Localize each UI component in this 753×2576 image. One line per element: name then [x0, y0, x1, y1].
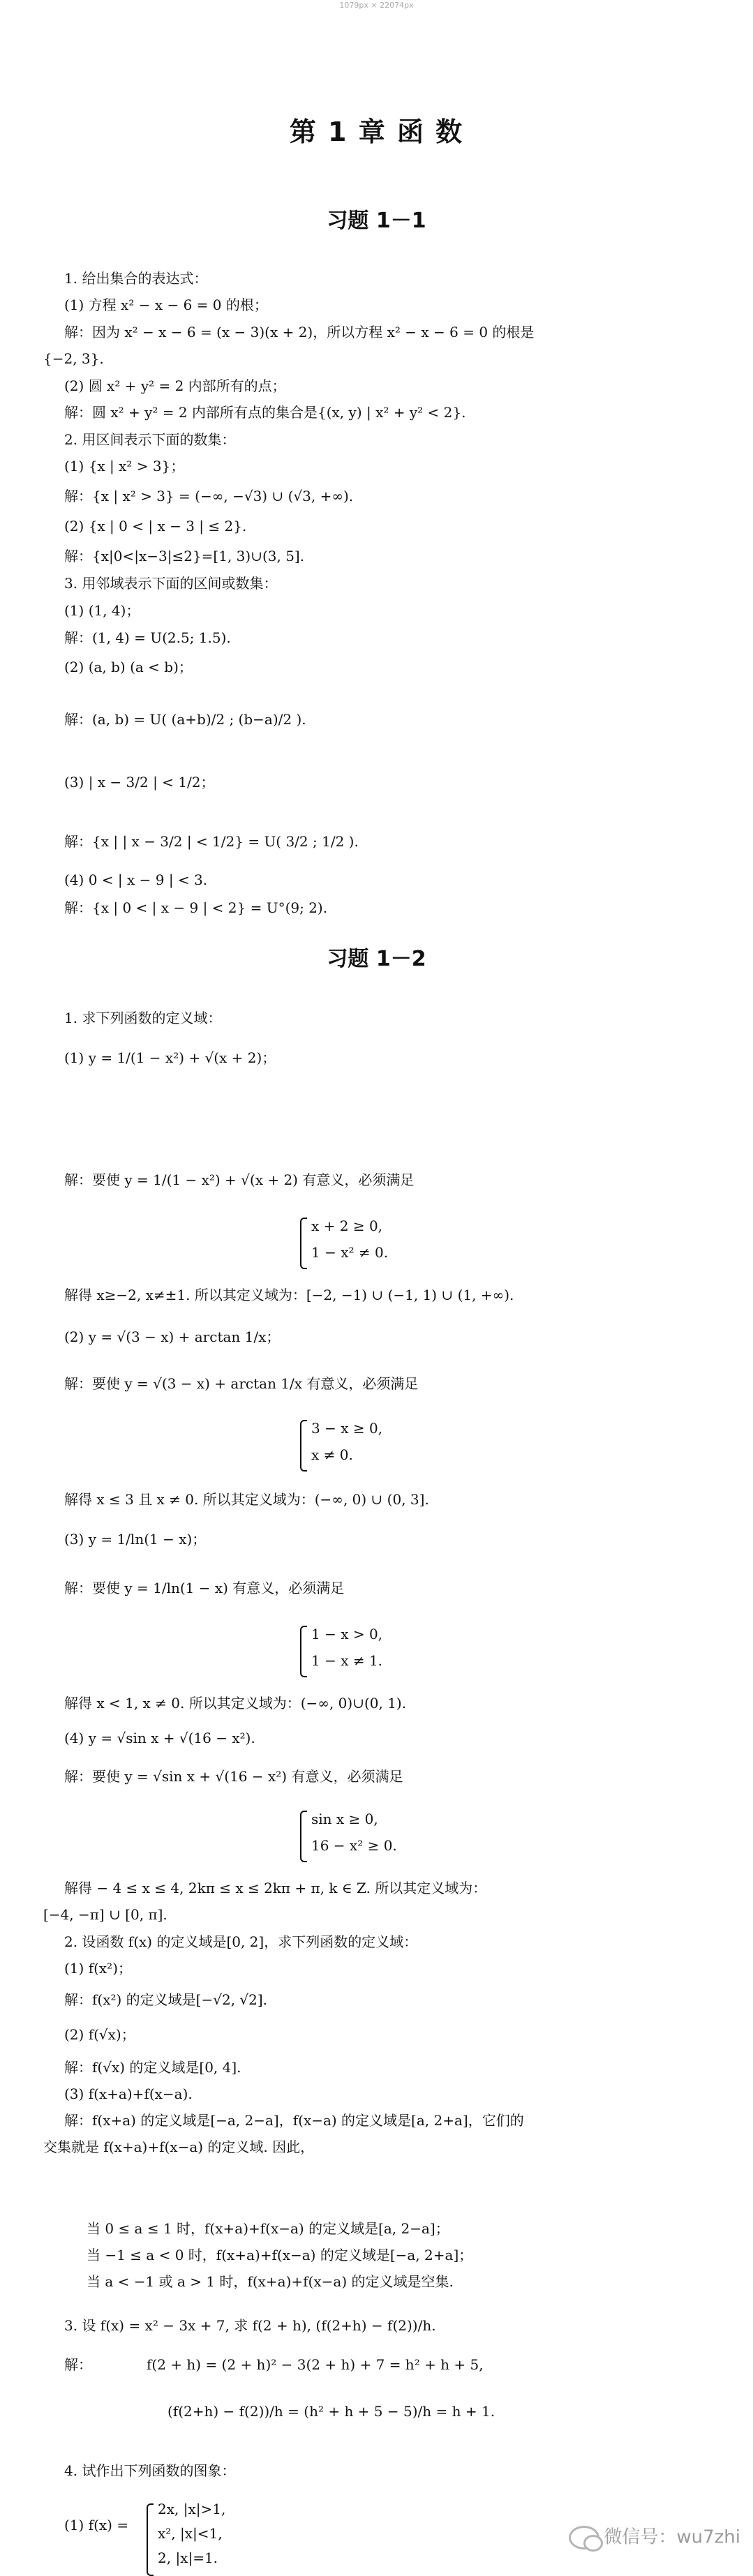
system-brace	[300, 1626, 307, 1677]
section-title-1-1: 习题 1－1	[327, 209, 426, 233]
system-line: 1 − x² ≠ 0.	[311, 1244, 389, 1261]
q2-line: 解：f(x²) 的定义域是[−√2, √2].	[64, 1991, 268, 2008]
system-line: sin x ≥ 0,	[311, 1811, 378, 1827]
s1-line: 解：因为 x² − x − 6 = (x − 3)(x + 2)，所以方程 x² − x − 6 = 0 的根是	[64, 324, 535, 340]
q2-case: 当 a < −1 或 a > 1 时，f(x+a)+f(x−a) 的定义域是空集.	[87, 2273, 454, 2290]
wechat-icon	[569, 2526, 599, 2549]
s1-line: (1) 方程 x² − x − 6 = 0 的根；	[64, 297, 268, 313]
chapter-title: 第 1 章 函 数	[289, 117, 464, 147]
q2-line: 解：f(√x) 的定义域是[0, 4].	[64, 2059, 241, 2076]
question-3: 3. 设 f(x) = x² − 3x + 7, 求 f(2 + h), (f(2+h) − f(2))/h.	[64, 2317, 436, 2334]
q3-equation: f(2 + h) = (2 + h)² − 3(2 + h) + 7 = h² + h + 5,	[147, 2356, 484, 2373]
question-1: 1. 求下列函数的定义域：	[64, 1010, 222, 1026]
s1-line: (3) | x − 3/2 | < 1/2；	[64, 774, 215, 791]
section-title-1-2: 习题 1－2	[327, 947, 426, 971]
s1-line: 解：(a, b) = U( (a+b)/2 ; (b−a)/2 ).	[64, 711, 306, 728]
s1-line: 3. 用邻域表示下面的区间或数集：	[64, 575, 278, 592]
q2-line: 交集就是 f(x+a)+f(x−a) 的定义域. 因此，	[43, 2139, 315, 2155]
s1-line: 解：{x | x² > 3} = (−∞, −√3) ∪ (√3, +∞).	[64, 488, 354, 504]
system-brace	[300, 1420, 307, 1472]
q1-part-4: (4) y = √sin x + √(16 − x²).	[64, 1730, 255, 1746]
s1-line: 解：{x | 0 < | x − 9 | < 2} = U°(9; 2).	[64, 899, 328, 916]
system-line: x ≠ 0.	[311, 1446, 353, 1463]
q1-part-2: (2) y = √(3 − x) + arctan 1/x；	[64, 1328, 281, 1345]
s1-line: 解：圆 x² + y² = 2 内部所有点的集合是{(x, y) | x² + y² < 2}.	[64, 404, 466, 421]
system-brace	[147, 2503, 154, 2576]
q1-part-2-result: 解得 x ≤ 3 且 x ≠ 0. 所以其定义域为：(−∞, 0) ∪ (0, 3].	[64, 1491, 429, 1508]
q1-part-1: (1) y = 1/(1 − x²) + √(x + 2)；	[64, 1049, 276, 1066]
q1-part-2-solution: 解：要使 y = √(3 − x) + arctan 1/x 有意义，必须满足	[64, 1375, 419, 1392]
q2-line: (2) f(√x)；	[64, 2026, 135, 2043]
watermark-text: 微信号：wu7zhi	[604, 2526, 740, 2548]
system-line: 1 − x > 0,	[311, 1626, 383, 1642]
s1-line: 解：{x|0<|x−3|≤2}=[1, 3)∪(3, 5].	[64, 548, 305, 564]
q3-equation: (f(2+h) − f(2))/h = (h² + h + 5 − 5)/h = h + 1.	[167, 2403, 495, 2420]
case-line: 2x, |x|>1,	[158, 2501, 226, 2517]
q1-part-1-solution: 解：要使 y = 1/(1 − x²) + √(x + 2) 有意义，必须满足	[64, 1171, 415, 1188]
wechat-watermark	[569, 2526, 740, 2549]
q2-line: (1) f(x²)；	[64, 1960, 132, 1977]
system-line: x + 2 ≥ 0,	[311, 1218, 383, 1234]
q2-case: 当 0 ≤ a ≤ 1 时，f(x+a)+f(x−a) 的定义域是[a, 2−a]；	[87, 2220, 449, 2237]
q4-part-1: (1) f(x) =	[64, 2517, 129, 2533]
case-line: 2, |x|=1.	[158, 2549, 218, 2566]
system-brace	[300, 1218, 307, 1269]
q3-solution-label: 解：	[64, 2356, 92, 2373]
q1-part-3-result: 解得 x < 1, x ≠ 0. 所以其定义域为：(−∞, 0)∪(0, 1).	[64, 1695, 407, 1712]
s1-line: 解：(1, 4) = U(2.5; 1.5).	[64, 629, 231, 646]
q2-line: 解：f(x+a) 的定义域是[−a, 2−a]，f(x−a) 的定义域是[a, 2+a]，它们的	[64, 2112, 524, 2129]
system-brace	[300, 1811, 307, 1862]
s1-line: (4) 0 < | x − 9 | < 3.	[64, 871, 208, 888]
q1-part-1-result: 解得 x≥−2, x≠±1. 所以其定义域为：[−2, −1) ∪ (−1, 1) ∪ (1, +∞).	[64, 1287, 514, 1303]
s1-line: 解：{x | | x − 3/2 | < 1/2} = U( 3/2 ; 1/2 ).	[64, 833, 359, 850]
s1-line: (1) {x | x² > 3}；	[64, 458, 185, 474]
q1-part-3-solution: 解：要使 y = 1/ln(1 − x) 有意义，必须满足	[64, 1580, 345, 1596]
q1-part-4-solution: 解：要使 y = √sin x + √(16 − x²) 有意义，必须满足	[64, 1768, 403, 1785]
image-size-header: 1079px × 22074px	[339, 1, 414, 10]
question-2: 2. 设函数 f(x) 的定义域是[0, 2]，求下列函数的定义域：	[64, 1933, 418, 1950]
s1-line: {−2, 3}.	[43, 350, 104, 367]
s1-line: (2) {x | 0 < | x − 3 | ≤ 2}.	[64, 518, 247, 534]
system-line: 16 − x² ≥ 0.	[311, 1837, 397, 1854]
q2-case: 当 −1 ≤ a < 0 时，f(x+a)+f(x−a) 的定义域是[−a, 2+a]；	[87, 2247, 473, 2263]
q2-line: (3) f(x+a)+f(x−a).	[64, 2085, 193, 2102]
system-line: 1 − x ≠ 1.	[311, 1652, 383, 1669]
system-line: 3 − x ≥ 0,	[311, 1420, 383, 1437]
s1-line: 2. 用区间表示下面的数集：	[64, 431, 236, 448]
s1-line: (1) (1, 4)；	[64, 602, 140, 619]
q1-part-4-result: 解得 − 4 ≤ x ≤ 4, 2kπ ≤ x ≤ 2kπ + π, k ∈ Z. 所以其定义域为：	[64, 1880, 487, 1896]
case-line: x², |x|<1,	[158, 2525, 223, 2542]
s1-line: (2) 圆 x² + y² = 2 内部所有的点；	[64, 377, 286, 394]
q1-part-3: (3) y = 1/ln(1 − x)；	[64, 1531, 207, 1548]
s1-line: (2) (a, b) (a < b)；	[64, 659, 193, 675]
q1-part-4-result: [−4, −π] ∪ [0, π].	[43, 1906, 167, 1923]
s1-line: 1. 给出集合的表达式：	[64, 270, 208, 287]
question-4: 4. 试作出下列函数的图象：	[64, 2462, 236, 2479]
